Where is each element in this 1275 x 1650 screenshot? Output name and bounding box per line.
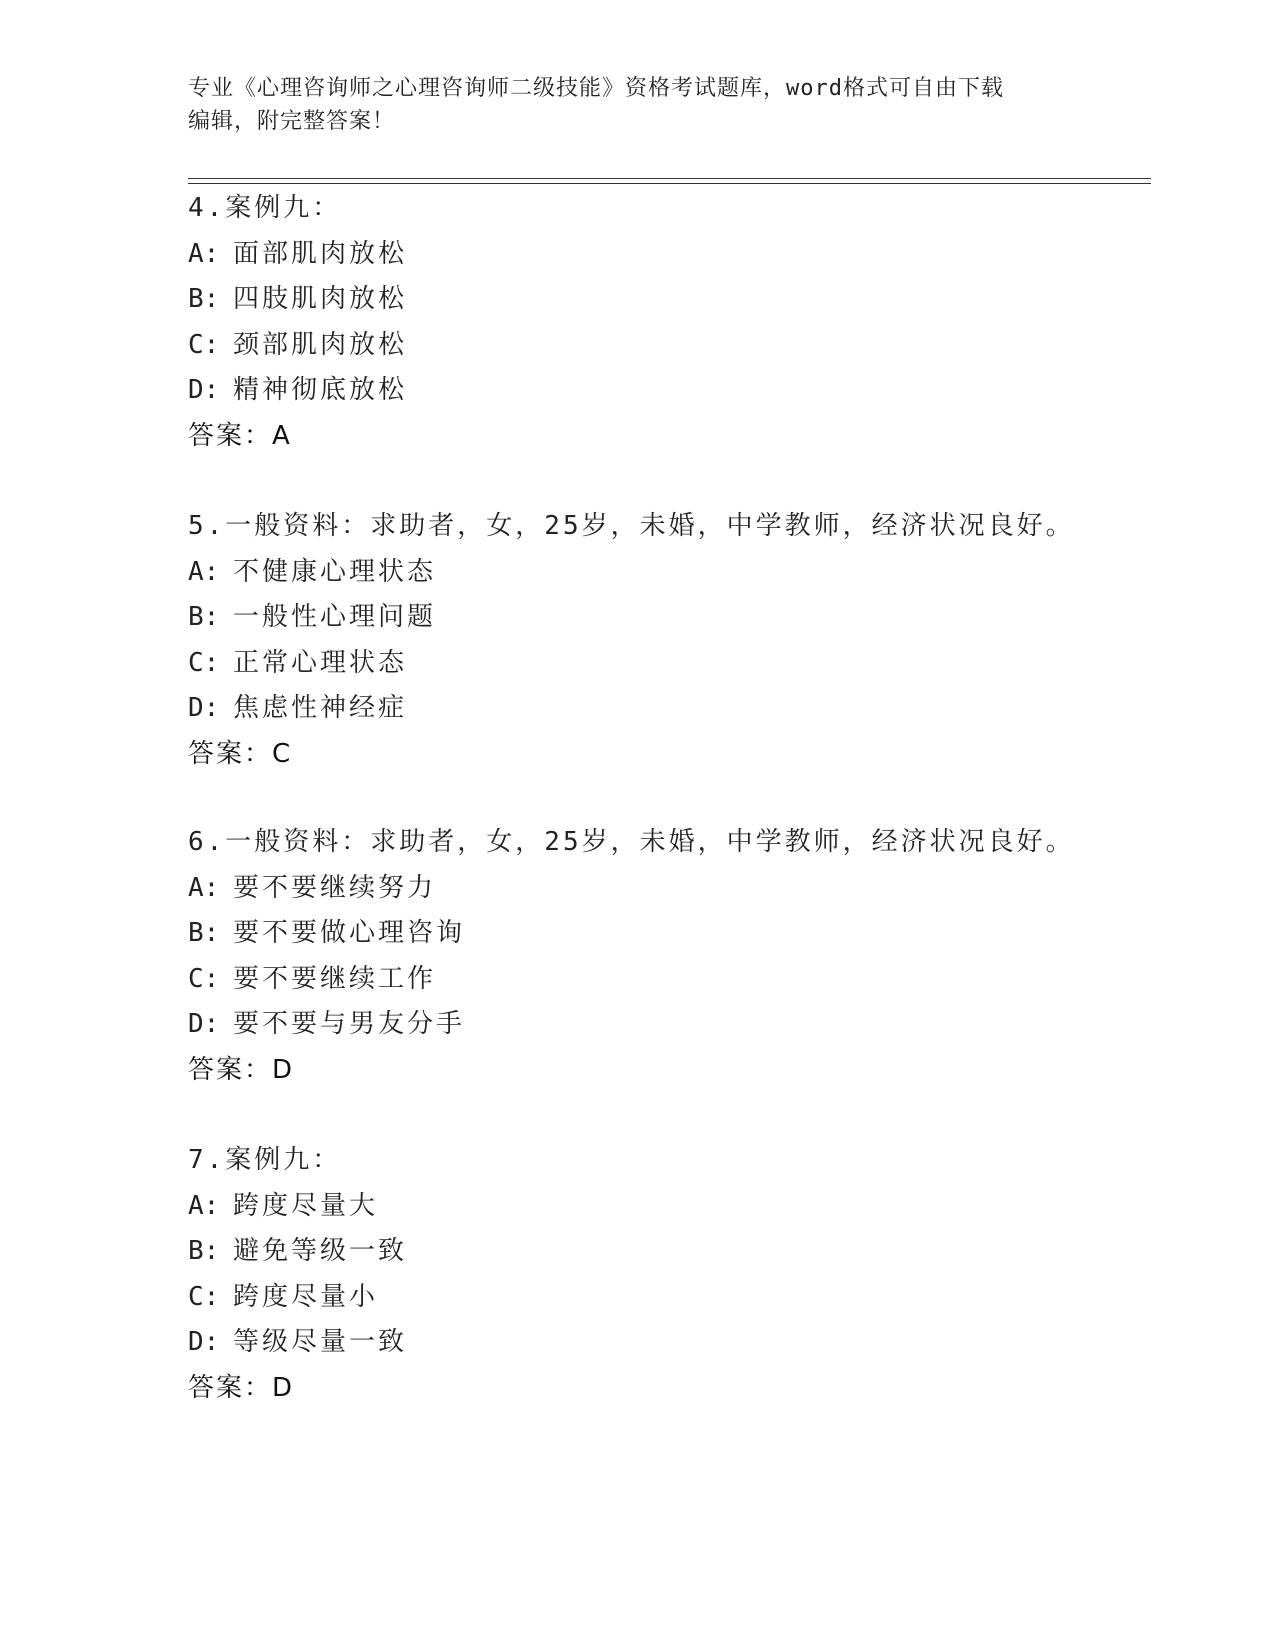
option-key: D: bbox=[188, 1327, 220, 1357]
option-a bbox=[188, 1184, 1148, 1230]
option-key: C: bbox=[188, 329, 220, 360]
header-line-2: 编辑，附完整答案！ bbox=[188, 109, 396, 134]
option-key: A: bbox=[188, 556, 220, 587]
option-key: B: bbox=[188, 1236, 220, 1266]
option-key: D: bbox=[188, 375, 220, 405]
header-line-1: 专业《心理咨询师之心理咨询师二级技能》资格考试题库，word格式可自由下载 bbox=[188, 76, 1004, 101]
option-a bbox=[188, 550, 1148, 596]
option-text: 跨度尽量大 bbox=[233, 1190, 379, 1221]
question-stem: 5.一般资料：求助者，女，25岁，未婚，中学教师，经济状况良好。 bbox=[188, 511, 1075, 541]
question-4 bbox=[188, 186, 1148, 459]
option-key: A: bbox=[188, 238, 220, 269]
option-key: B: bbox=[188, 602, 220, 632]
option-text: 颈部肌肉放松 bbox=[233, 329, 408, 360]
option-text: 要不要与男友分手 bbox=[233, 1009, 466, 1039]
option-text: 要不要继续努力 bbox=[233, 872, 437, 903]
option-a bbox=[188, 232, 1148, 278]
question-stem: 6.一般资料：求助者，女，25岁，未婚，中学教师，经济状况良好。 bbox=[188, 827, 1075, 857]
answer-line: 答案：C bbox=[188, 738, 293, 769]
option-d bbox=[188, 368, 1148, 414]
option-text: 等级尽量一致 bbox=[233, 1327, 408, 1357]
option-b bbox=[188, 911, 1148, 957]
option-c bbox=[188, 1275, 1148, 1321]
option-key: C: bbox=[188, 1281, 220, 1312]
option-key: B: bbox=[188, 284, 220, 314]
option-key: D: bbox=[188, 693, 220, 723]
option-key: A: bbox=[188, 1190, 220, 1221]
question-5 bbox=[188, 504, 1148, 777]
option-b bbox=[188, 277, 1148, 323]
option-key: B: bbox=[188, 918, 220, 948]
option-text: 不健康心理状态 bbox=[233, 556, 437, 587]
option-text: 跨度尽量小 bbox=[233, 1281, 379, 1312]
question-6 bbox=[188, 820, 1148, 1093]
option-c bbox=[188, 957, 1148, 1003]
question-stem: 7.案例九： bbox=[188, 1145, 342, 1175]
option-key: D: bbox=[188, 1009, 220, 1039]
answer-line: 答案：A bbox=[188, 420, 292, 451]
option-a bbox=[188, 866, 1148, 912]
header-divider-top bbox=[188, 178, 1151, 179]
option-text: 正常心理状态 bbox=[233, 647, 408, 678]
option-text: 四肢肌肉放松 bbox=[233, 284, 408, 314]
option-c bbox=[188, 641, 1148, 687]
option-b bbox=[188, 595, 1148, 641]
option-text: 焦虑性神经症 bbox=[233, 693, 408, 723]
option-text: 面部肌肉放松 bbox=[233, 238, 408, 269]
option-key: C: bbox=[188, 963, 220, 994]
option-text: 精神彻底放松 bbox=[233, 375, 408, 405]
option-c bbox=[188, 323, 1148, 369]
question-7 bbox=[188, 1138, 1148, 1411]
question-stem: 4.案例九： bbox=[188, 193, 342, 223]
option-d bbox=[188, 1320, 1148, 1366]
option-b bbox=[188, 1229, 1148, 1275]
option-key: A: bbox=[188, 872, 220, 903]
answer-line: 答案：D bbox=[188, 1054, 295, 1085]
document-header bbox=[188, 72, 1088, 138]
option-d bbox=[188, 686, 1148, 732]
option-text: 避免等级一致 bbox=[233, 1236, 408, 1266]
option-text: 要不要做心理咨询 bbox=[233, 918, 466, 948]
option-text: 一般性心理问题 bbox=[233, 602, 437, 632]
answer-line: 答案：D bbox=[188, 1372, 295, 1403]
option-key: C: bbox=[188, 647, 220, 678]
option-text: 要不要继续工作 bbox=[233, 963, 437, 994]
option-d bbox=[188, 1002, 1148, 1048]
header-divider-bottom bbox=[188, 183, 1151, 184]
